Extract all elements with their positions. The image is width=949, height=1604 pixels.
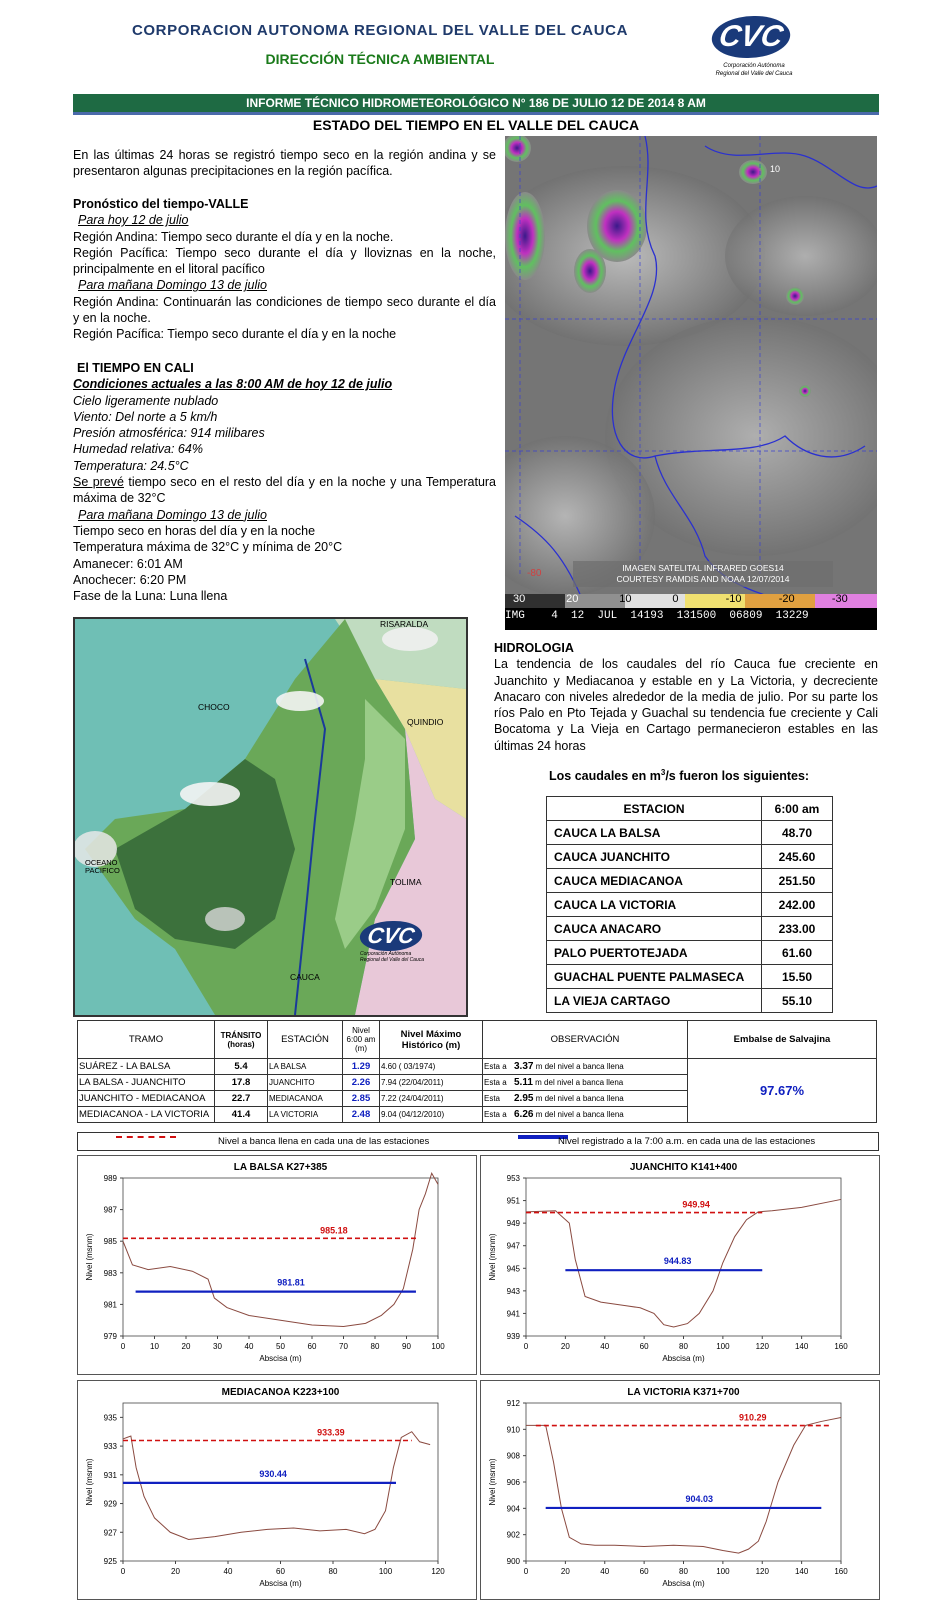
x-axis-label: Abscisa (m): [259, 1579, 302, 1588]
transit-obs: [483, 1059, 688, 1075]
map-label-choco: CHOCO: [198, 702, 230, 712]
legend-red-line: [116, 1136, 176, 1138]
report-bar: INFORME TÉCNICO HIDROMETEOROLÓGICO N° 186 DE JULIO 12 DE 2014 8 AM: [73, 94, 879, 115]
y-tick-label: 951: [506, 1196, 520, 1206]
satellite-caption: [573, 561, 833, 587]
x-tick-label: 20: [171, 1567, 180, 1576]
obs-val: 2.95: [514, 1093, 534, 1104]
x-tick-label: 40: [600, 1567, 610, 1576]
map-label-risaralda: RISARALDA: [380, 619, 429, 629]
x-axis-label: Abscisa (m): [662, 1579, 705, 1588]
y-tick-label: 953: [506, 1174, 520, 1183]
y-tick-label: 904: [506, 1504, 520, 1514]
chart-legend: [77, 1132, 879, 1151]
x-tick-label: 40: [244, 1342, 254, 1351]
chart-la-balsa: [77, 1155, 477, 1375]
cali-temperature: Temperatura: 24.5°C: [73, 458, 189, 473]
valle-map: [73, 617, 468, 1017]
intro-text: En las últimas 24 horas se registró tiempo seco en la región andina y se presentaron algunas precipitaciones en la región pacífica.: [73, 148, 496, 179]
org-title: CORPORACION AUTONOMA REGIONAL DEL VALLE DEL CAUCA: [131, 22, 629, 39]
logo-sub2: Regional del Valle del Cauca: [715, 71, 793, 77]
satellite-corner-num2: -80: [527, 568, 542, 579]
x-tick-label: 140: [794, 1567, 809, 1576]
y-axis-label: Nivel (msnm): [488, 1233, 497, 1281]
bankfull-level-label: 949.94: [682, 1199, 710, 1210]
cali-pressure: Presión atmosférica: 914 milibares: [73, 426, 265, 441]
map-logo-sub2: Regional del Valle del Cauca: [360, 957, 425, 963]
y-tick-label: 947: [506, 1241, 520, 1251]
forecast-section: [73, 196, 496, 343]
chart-title: MEDIACANOA K223+100: [221, 1387, 340, 1398]
transit-tramo: JUANCHITO - MEDIACANOA: [78, 1091, 215, 1107]
table-row: [547, 821, 833, 845]
obs-b: m del nivel a banca llena: [535, 1078, 624, 1087]
y-tick-label: 929: [103, 1499, 117, 1509]
cali-sunrise: Amanecer: 6:01 AM: [73, 556, 183, 571]
transit-h-maximo: Nivel Máximo Histórico (m): [380, 1021, 483, 1059]
x-tick-label: 10: [150, 1342, 159, 1351]
forecast-today-label: Para hoy 12 de julio: [78, 213, 189, 228]
transit-level: 1.29: [343, 1059, 380, 1075]
map-label-cauca: CAUCA: [290, 972, 320, 982]
y-tick-label: 943: [506, 1286, 520, 1296]
flow-station: CAUCA ANACARO: [547, 917, 762, 941]
x-tick-label: 80: [370, 1342, 380, 1351]
transit-header-row: [78, 1021, 877, 1059]
flow-value: 233.00: [762, 917, 833, 941]
plot-area: [123, 1178, 438, 1336]
y-tick-label: 925: [103, 1557, 117, 1566]
flow-station: CAUCA JUANCHITO: [547, 845, 762, 869]
flows-header-station: ESTACION: [547, 797, 762, 821]
forecast-tomorrow-andina: Región Andina: Continuarán las condiciones de tiempo seco durante el día y en la noche.: [73, 294, 496, 326]
transit-max: 9.04 (04/12/2010): [380, 1107, 483, 1123]
report-subtitle: ESTADO DEL TIEMPO EN EL VALLE DEL CAUCA: [312, 117, 640, 133]
x-tick-label: 40: [223, 1567, 233, 1576]
satellite-scale: [505, 592, 877, 608]
flow-station: PALO PUERTOTEJADA: [547, 941, 762, 965]
x-tick-label: 90: [402, 1342, 411, 1351]
flow-value: 55.10: [762, 989, 833, 1013]
obs-val: 6.26: [514, 1109, 534, 1120]
flow-value: 61.60: [762, 941, 833, 965]
x-tick-label: 0: [120, 1567, 126, 1576]
satellite-scale-label: -10: [725, 593, 742, 605]
map-label-quindio: QUINDIO: [407, 717, 444, 727]
forecast-today-pacifica: Región Pacífica: Tiempo seco durante el día y lloviznas en la noche, principalmente en el litoral pacífico: [73, 245, 496, 277]
legend-red-text: Nivel a banca llena en cada una de las estaciones: [218, 1136, 430, 1147]
table-row: [547, 941, 833, 965]
y-tick-label: 985: [103, 1237, 117, 1247]
dept-title: DIRECCIÓN TÉCNICA AMBIENTAL: [265, 51, 495, 67]
plot-area: [526, 1403, 841, 1561]
map-label-oceano: OCEANO PACIFICO: [85, 858, 120, 875]
satellite-scale-label: 0: [672, 593, 679, 605]
transit-level: 2.48: [343, 1107, 380, 1123]
y-tick-label: 983: [103, 1268, 117, 1278]
y-tick-label: 906: [506, 1478, 520, 1487]
current-level-label: 930.44: [259, 1468, 287, 1479]
x-tick-label: 60: [639, 1567, 649, 1576]
y-tick-label: 931: [103, 1470, 117, 1480]
table-row: [78, 1059, 877, 1075]
transit-obs: [483, 1091, 688, 1107]
x-tick-label: 0: [120, 1342, 126, 1351]
y-tick-label: 927: [103, 1528, 117, 1538]
y-tick-label: 910: [506, 1425, 520, 1435]
x-tick-label: 120: [755, 1342, 769, 1351]
map-logo-sub1: Corporación Autónoma: [360, 951, 412, 957]
salvajina-value: 97.67%: [688, 1059, 877, 1123]
map-label-tolima: TOLIMA: [390, 877, 422, 887]
cali-sunset: Anochecer: 6:20 PM: [73, 572, 187, 587]
x-tick-label: 140: [794, 1342, 809, 1351]
table-row: [547, 893, 833, 917]
flows-table: [546, 796, 833, 1013]
flow-value: 251.50: [762, 869, 833, 893]
x-tick-label: 60: [276, 1567, 285, 1576]
transit-station: LA BALSA: [268, 1059, 343, 1075]
x-tick-label: 0: [523, 1342, 529, 1351]
flows-header-row: [547, 797, 833, 821]
chart-mediacanoa-svg: [78, 1381, 476, 1599]
x-tick-label: 50: [276, 1342, 285, 1351]
transit-obs: [483, 1075, 688, 1091]
logo-sub1: Corporación Autónoma: [723, 63, 785, 69]
chart-title: LA VICTORIA K371+700: [627, 1387, 740, 1398]
river-profile-line: [123, 1432, 430, 1540]
hydrology-section: [494, 640, 878, 754]
cali-title: El TIEMPO EN CALI: [77, 361, 194, 375]
flow-value: 242.00: [762, 893, 833, 917]
y-tick-label: 981: [103, 1300, 117, 1310]
transit-table: [77, 1020, 877, 1123]
satellite-scale-label: 10: [619, 593, 632, 605]
x-tick-label: 160: [834, 1567, 848, 1576]
flows-title: [549, 768, 809, 783]
satellite-scale-label: 20: [566, 593, 579, 605]
transit-station: MEDIACANOA: [268, 1091, 343, 1107]
transit-max: 7.22 (24/04/2011): [380, 1091, 483, 1107]
y-tick-label: 987: [103, 1205, 117, 1215]
transit-max: 4.60 ( 03/1974): [380, 1059, 483, 1075]
table-row: [547, 869, 833, 893]
transit-hours: 41.4: [215, 1107, 268, 1123]
transit-obs: [483, 1107, 688, 1123]
transit-station: JUANCHITO: [268, 1075, 343, 1091]
bankfull-level-label: 985.18: [320, 1225, 348, 1236]
satellite-scale-label: 30: [513, 593, 526, 605]
x-tick-label: 40: [600, 1342, 610, 1351]
flow-value: 245.60: [762, 845, 833, 869]
y-axis-label: Nivel (msnm): [85, 1458, 94, 1506]
bankfull-level-label: 933.39: [317, 1427, 345, 1438]
cali-humidity: Humedad relativa: 64%: [73, 442, 203, 457]
x-tick-label: 30: [213, 1342, 222, 1351]
y-tick-label: 945: [506, 1264, 520, 1274]
map-logo-mark: CVC: [357, 921, 424, 951]
transit-max: 7.94 (22/04/2011): [380, 1075, 483, 1091]
cali-moon: Fase de la Luna: Luna llena: [73, 589, 228, 604]
transit-station: LA VICTORIA: [268, 1107, 343, 1123]
table-row: [547, 989, 833, 1013]
flow-station: CAUCA LA VICTORIA: [547, 893, 762, 917]
transit-h-estacion: ESTACIÓN: [268, 1021, 343, 1059]
chart-la-balsa-svg: [78, 1156, 476, 1374]
x-tick-label: 70: [339, 1342, 348, 1351]
transit-hours: 5.4: [215, 1059, 268, 1075]
y-tick-label: 989: [103, 1174, 117, 1183]
cvc-logo: [712, 16, 796, 86]
obs-b: m del nivel a banca llena: [535, 1094, 624, 1103]
obs-b: m del nivel a banca llena: [535, 1062, 624, 1071]
cali-preve-rest: tiempo seco en el resto del día y en la noche y una Temperatura máxima de 32°C: [73, 475, 497, 506]
current-level-label: 904.03: [685, 1493, 714, 1504]
legend-blue-text: Nivel registrado a la 7:00 a.m. en cada una de las estaciones: [558, 1136, 816, 1147]
logo-mark: CVC: [708, 16, 793, 58]
satellite-caption-2: COURTESY RAMDIS AND NOAA 12/07/2014: [616, 574, 790, 584]
flow-value: 48.70: [762, 821, 833, 845]
chart-title: JUANCHITO K141+400: [629, 1162, 738, 1173]
logo-caption: [712, 62, 796, 78]
y-axis-label: Nivel (msnm): [488, 1458, 497, 1506]
x-tick-label: 160: [834, 1342, 848, 1351]
cali-sky: Cielo ligeramente nublado: [73, 393, 219, 408]
table-row: [547, 965, 833, 989]
satellite-drawing: [505, 136, 877, 630]
obs-b: m del nivel a banca llena: [535, 1110, 624, 1119]
cali-preve: Se prevé: [73, 475, 124, 490]
x-tick-label: 80: [328, 1567, 338, 1576]
satellite-footer: IMG 4 12 JUL 14193 131500 06809 13229: [505, 610, 809, 622]
chart-title: LA BALSA K27+385: [233, 1162, 328, 1173]
cali-forecast: [73, 474, 496, 507]
x-tick-label: 60: [639, 1342, 649, 1351]
satellite-corner-num: 10: [770, 164, 781, 174]
chart-la-victoria: [480, 1380, 880, 1600]
hydrology-text: La tendencia de los caudales del río Cauca fue creciente en Juanchito y Mediacanoa y estable en y La Victoria, y decreciente Anacaro con niveles alrededor de la media de julio. Por su parte los ríos Palo en Pto Tejada y Guachal su tendencia fue creciente y Cali Bocatoma y La Vieja en Cartago permanecieron estables en las últimas 24 horas: [494, 657, 878, 753]
satellite-image: [505, 136, 877, 630]
flows-title-b: /s fueron los siguientes:: [665, 769, 810, 784]
obs-a: Esta a: [484, 1078, 507, 1087]
transit-h-tramo: TRAMO: [78, 1021, 215, 1059]
cali-wind: Viento: Del norte a 5 km/h: [73, 409, 218, 424]
x-tick-label: 120: [431, 1567, 445, 1576]
satellite-scale-label: -20: [778, 593, 795, 605]
x-tick-label: 80: [679, 1342, 688, 1351]
y-tick-label: 912: [506, 1399, 520, 1408]
transit-level: 2.85: [343, 1091, 380, 1107]
x-tick-label: 20: [181, 1342, 191, 1351]
obs-a: Esta a: [484, 1110, 507, 1119]
x-tick-label: 120: [755, 1567, 769, 1576]
x-tick-label: 20: [560, 1342, 570, 1351]
flows-title-sup: 3: [660, 768, 666, 777]
satellite-caption-1: IMAGEN SATELITAL INFRARED GOES14: [622, 563, 784, 573]
transit-h-obs: OBSERVACIÓN: [483, 1021, 688, 1059]
x-tick-label: 60: [307, 1342, 317, 1351]
obs-a: Esta: [484, 1094, 501, 1103]
transit-hours: 22.7: [215, 1091, 268, 1107]
y-tick-label: 979: [103, 1332, 117, 1341]
flow-station: GUACHAL PUENTE PALMASECA: [547, 965, 762, 989]
river-profile-line: [123, 1173, 438, 1326]
x-tick-label: 100: [378, 1567, 393, 1576]
obs-val: 5.11: [514, 1077, 533, 1088]
current-level-label: 981.81: [277, 1277, 305, 1288]
x-axis-label: Abscisa (m): [259, 1354, 302, 1363]
y-axis-label: Nivel (msnm): [85, 1233, 94, 1281]
chart-juanchito-svg: [481, 1156, 879, 1374]
table-row: [547, 845, 833, 869]
table-row: [547, 917, 833, 941]
flow-station: CAUCA MEDIACANOA: [547, 869, 762, 893]
hydrology-title: HIDROLOGIA: [494, 641, 574, 655]
y-tick-label: 933: [103, 1442, 117, 1452]
satellite-scale-label: -30: [831, 593, 848, 605]
transit-hours: 17.8: [215, 1075, 268, 1091]
forecast-tomorrow-label: Para mañana Domingo 13 de julio: [78, 278, 268, 293]
chart-mediacanoa: [77, 1380, 477, 1600]
x-tick-label: 80: [679, 1567, 688, 1576]
y-tick-label: 902: [506, 1530, 520, 1540]
transit-tramo: LA BALSA - JUANCHITO: [78, 1075, 215, 1091]
map-cvc-logo: [360, 921, 432, 963]
y-tick-label: 908: [506, 1451, 520, 1461]
y-tick-label: 935: [103, 1413, 117, 1423]
x-tick-label: 0: [523, 1567, 529, 1576]
flow-station: CAUCA LA BALSA: [547, 821, 762, 845]
x-tick-label: 100: [431, 1342, 445, 1351]
cali-tomorrow-1: Tiempo seco en horas del día y en la noche: [73, 523, 316, 538]
y-tick-label: 941: [506, 1309, 520, 1319]
river-profile-line: [526, 1417, 841, 1553]
transit-h-salvajina: Embalse de Salvajina: [688, 1021, 877, 1059]
obs-a: Esta a: [484, 1062, 507, 1071]
y-tick-label: 900: [506, 1557, 520, 1566]
y-tick-label: 949: [506, 1219, 520, 1229]
flow-station: LA VIEJA CARTAGO: [547, 989, 762, 1013]
chart-la-victoria-svg: [481, 1381, 879, 1599]
transit-tramo: MEDIACANOA - LA VICTORIA: [78, 1107, 215, 1123]
y-tick-label: 939: [506, 1332, 520, 1341]
x-tick-label: 100: [716, 1567, 730, 1576]
forecast-title: Pronóstico del tiempo-VALLE: [73, 197, 249, 211]
transit-h-transito: TRÁNSITO (horas): [215, 1021, 268, 1059]
cali-tomorrow-2: Temperatura máxima de 32°C y mínima de 20°C: [73, 540, 343, 555]
bankfull-level-label: 910.29: [739, 1412, 767, 1423]
chart-juanchito: [480, 1155, 880, 1375]
flows-header-time: 6:00 am: [762, 797, 833, 821]
transit-h-nivel: Nivel 6:00 am (m): [343, 1021, 380, 1059]
cali-tomorrow-label: Para mañana Domingo 13 de julio: [78, 507, 268, 522]
x-tick-label: 20: [560, 1567, 570, 1576]
forecast-today-andina: Región Andina: Tiempo seco durante el día y en la noche.: [73, 229, 394, 244]
x-tick-label: 100: [716, 1342, 730, 1351]
cali-conditions-label: Condiciones actuales a las 8:00 AM de hoy 12 de julio: [73, 377, 393, 392]
x-axis-label: Abscisa (m): [662, 1354, 705, 1363]
cali-section: [73, 360, 496, 604]
current-level-label: 944.83: [663, 1256, 692, 1267]
transit-tramo: SUÁREZ - LA BALSA: [78, 1059, 215, 1075]
flow-value: 15.50: [762, 965, 833, 989]
transit-level: 2.26: [343, 1075, 380, 1091]
forecast-tomorrow-pacifica: Región Pacífica: Tiempo seco durante el día y en la noche: [73, 327, 397, 342]
flows-title-a: Los caudales en m: [549, 769, 661, 784]
obs-val: 3.37: [514, 1061, 534, 1072]
